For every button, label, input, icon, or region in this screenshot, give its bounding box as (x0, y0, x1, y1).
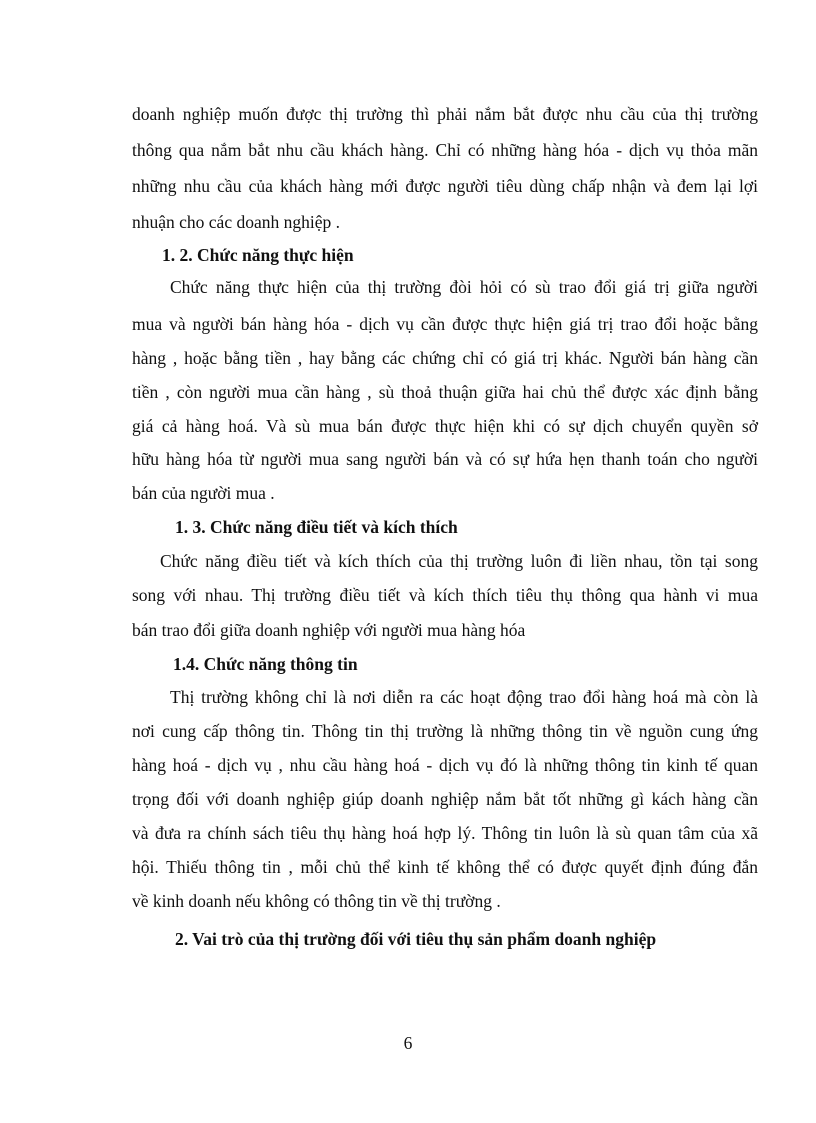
paragraph-line: nơi cung cấp thông tin. Thông tin thị trường là những thông tin về nguồn cung ứng (132, 721, 758, 741)
paragraph-line: hàng hoá - dịch vụ , nhu cầu hàng hoá - dịch vụ đó là những thông tin kinh tế quan (132, 755, 758, 775)
paragraph-line: tiền , còn người mua cần hàng , sù thoả thuận giữa hai chủ thể được xác định bằng (132, 382, 758, 402)
paragraph-line: Thị trường không chỉ là nơi diễn ra các hoạt động trao đổi hàng hoá mà còn là (170, 687, 758, 707)
paragraph-line: giá cả hàng hoá. Và sù mua bán được thực hiện khi có sự dịch chuyển quyền sở (132, 416, 758, 436)
paragraph-line: và đưa ra chính sách tiêu thụ hàng hoá hợp lý. Thông tin luôn là sù quan tâm của xã (132, 823, 758, 843)
paragraph-line: những nhu cầu của khách hàng mới được người tiêu dùng chấp nhận và đem lại lợi (132, 176, 758, 196)
paragraph-line: trọng đối với doanh nghiệp giúp doanh nghiệp nắm bắt tốt những gì kách hàng cần (132, 789, 758, 809)
paragraph-line: song với nhau. Thị trường điều tiết và kích thích tiêu thụ thông qua hành vi mua (132, 585, 758, 605)
paragraph-line: thông qua nắm bắt nhu cầu khách hàng. Chỉ có những hàng hóa - dịch vụ thỏa mãn (132, 140, 758, 160)
paragraph-line: hữu hàng hóa từ người mua sang người bán và có sự hứa hẹn thanh toán cho người (132, 449, 758, 469)
paragraph-line: Chức năng thực hiện của thị trường đòi hỏi có sù trao đổi giá trị giữa người (170, 277, 758, 297)
paragraph-line: hàng , hoặc bằng tiền , hay bằng các chứng chỉ có giá trị khác. Người bán hàng cần (132, 348, 758, 368)
paragraph-line: hội. Thiếu thông tin , mỗi chủ thể kinh tế không thể có được quyết định đúng đắn (132, 857, 758, 877)
paragraph-line: nhuận cho các doanh nghiệp . (132, 212, 340, 232)
section-heading-1-3: 1. 3. Chức năng điều tiết và kích thích (175, 517, 458, 537)
section-heading-2: 2. Vai trò của thị trường đối với tiêu thụ sản phẩm doanh nghiệp (175, 929, 657, 949)
paragraph-line: về kinh doanh nếu không có thông tin về thị trường . (132, 891, 501, 911)
section-heading-1-4: 1.4. Chức năng thông tin (173, 654, 358, 674)
page-number: 6 (403, 1033, 413, 1053)
paragraph-line: bán trao đổi giữa doanh nghiệp với người mua hàng hóa (132, 620, 526, 640)
paragraph-line: mua và người bán hàng hóa - dịch vụ cần được thực hiện giá trị trao đổi hoặc bằng (132, 314, 758, 334)
paragraph-line: doanh nghiệp muốn được thị trường thì phải nắm bắt được nhu cầu của thị trường (132, 104, 758, 124)
paragraph-line: Chức năng điều tiết và kích thích của thị trường luôn đi liền nhau, tồn tại song (160, 551, 758, 571)
section-heading-1-2: 1. 2. Chức năng thực hiện (162, 245, 354, 265)
paragraph-line: bán của người mua . (132, 483, 275, 503)
